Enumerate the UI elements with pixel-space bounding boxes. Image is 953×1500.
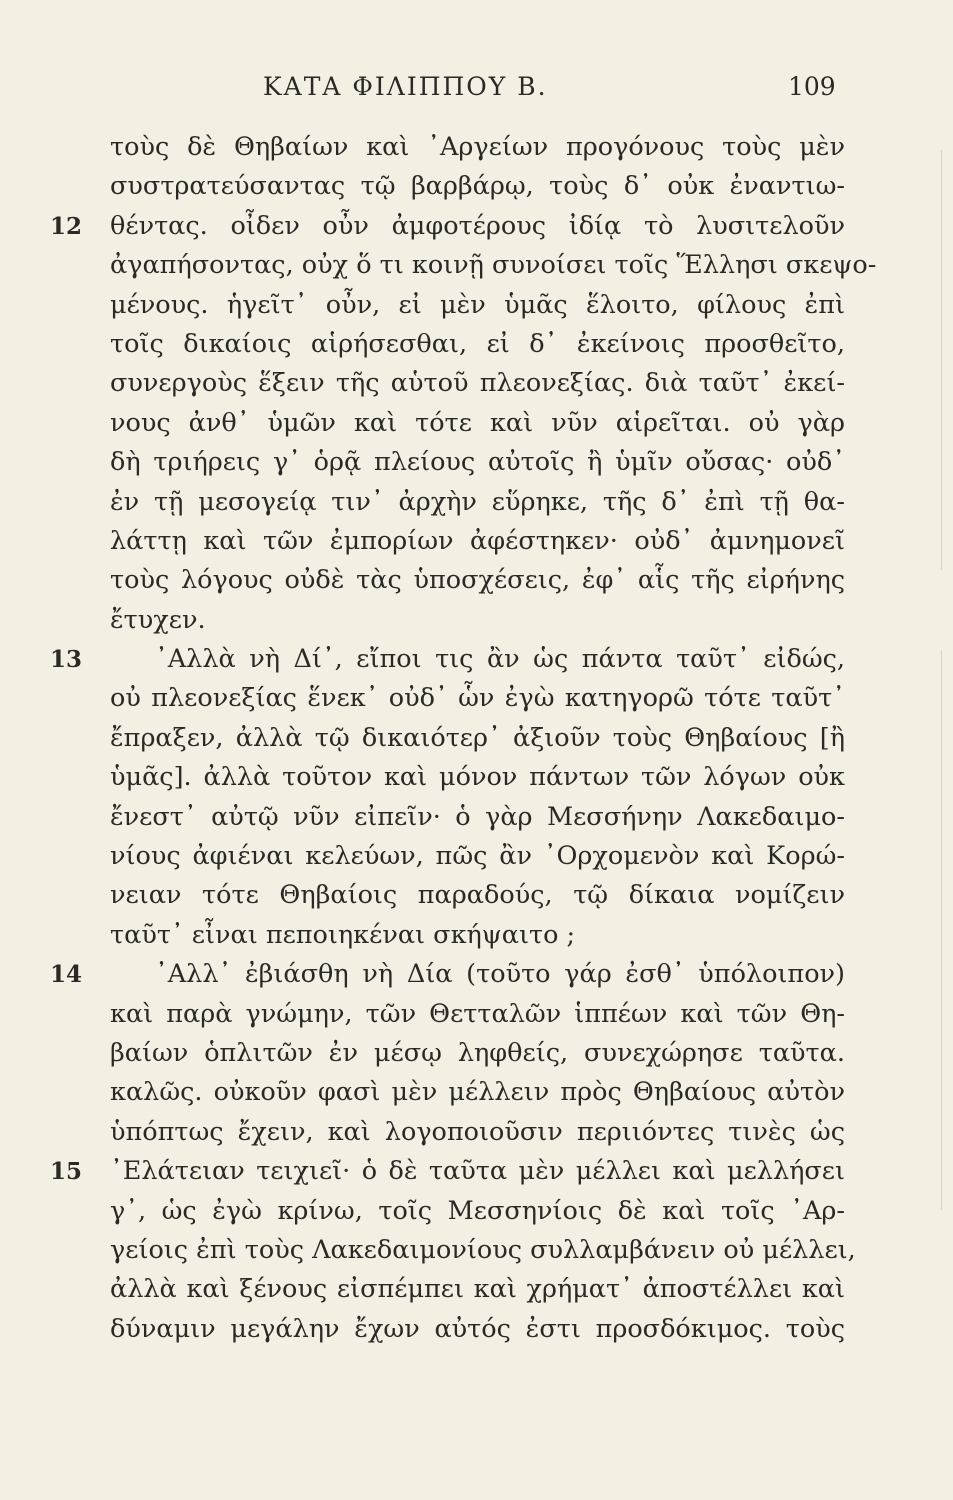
text-line xyxy=(0,167,953,206)
line-text: συστρατεύσαντας τῷ βαρβάρῳ, τοὺς δ᾿ οὐκ ἐναντιω- xyxy=(110,171,845,202)
text-line xyxy=(0,561,953,600)
line-text: ἔνεστ᾿ αὐτῷ νῦν εἰπεῖν· ὁ γὰρ Μεσσήνην Λακεδαιμο- xyxy=(110,801,845,832)
body-text xyxy=(0,128,953,1349)
section-number: 13 xyxy=(50,646,83,674)
line-text: γείοις ἐπὶ τοὺς Λακεδαιμονίους συλλαμβάνειν οὐ μέλλει, xyxy=(110,1234,856,1265)
line-text: ἀγαπήσοντας, οὐχ ὅ τι κοινῇ συνοίσει τοῖς Ἕλλησι σκεψο- xyxy=(110,250,877,281)
section-number: 15 xyxy=(50,1158,83,1186)
page-edge-shadow xyxy=(941,650,942,1210)
section-number: 14 xyxy=(50,961,83,989)
line-text: ᾿Αλλὰ νὴ Δί᾿, εἴποι τις ἂν ὡς πάντα ταῦτ᾿ εἰδώς, xyxy=(155,644,845,675)
line-text: λάττῃ καὶ τῶν ἐμπορίων ἀφέστηκεν· οὐδ᾿ ἀμνημονεῖ xyxy=(110,525,845,556)
text-line xyxy=(0,1152,953,1191)
page-number: 109 xyxy=(788,72,836,101)
line-text: οὐ πλεονεξίας ἕνεκ᾿ οὐδ᾿ ὧν ἐγὼ κατηγορῶ τότε ταῦτ᾿ xyxy=(110,683,845,714)
text-line xyxy=(0,876,953,915)
text-line xyxy=(0,1270,953,1309)
line-text: βαίων ὁπλιτῶν ἐν μέσῳ ληφθείς, συνεχώρησε ταῦτα. xyxy=(110,1037,845,1068)
line-text: νειαν τότε Θηβαίοις παραδούς, τῷ δίκαια νομίζειν xyxy=(110,880,845,911)
running-head xyxy=(0,72,953,112)
text-line xyxy=(0,286,953,325)
line-text: νους ἀνθ᾿ ὑμῶν καὶ τότε καὶ νῦν αἱρεῖται. οὐ γὰρ xyxy=(110,407,845,438)
line-text: ἔπραξεν, ἀλλὰ τῷ δικαιότερ᾿ ἀξιοῦν τοὺς Θηβαίους [ἢ xyxy=(110,722,845,753)
line-text: ἀλλὰ καὶ ξένους εἰσπέμπει καὶ χρήματ᾿ ἀποστέλλει καὶ xyxy=(110,1274,845,1305)
text-line xyxy=(0,1113,953,1152)
line-text: ὑπόπτως ἔχειν, καὶ λογοποιοῦσιν περιιόντες τινὲς ὡς xyxy=(110,1116,845,1147)
line-text: δύναμιν μεγάλην ἔχων αὐτός ἐστι προσδόκιμος. τοὺς xyxy=(110,1313,845,1344)
text-line xyxy=(0,1192,953,1231)
line-text: ἔτυχεν. xyxy=(110,604,206,635)
text-line xyxy=(0,995,953,1034)
text-line xyxy=(0,955,953,994)
line-text: δὴ τριήρεις γ᾿ ὁρᾷ πλείους αὐτοῖς ἢ ὑμῖν οὔσας· οὐδ᾿ xyxy=(110,447,845,478)
text-line xyxy=(0,798,953,837)
line-text: τοὺς δὲ Θηβαίων καὶ ᾿Αργείων προγόνους τοὺς μὲν xyxy=(110,132,845,162)
line-text: ᾿Ελάτειαν τειχιεῖ· ὁ δὲ ταῦτα μὲν μέλλει καὶ μελλήσει xyxy=(110,1156,845,1187)
text-line xyxy=(0,443,953,482)
text-line xyxy=(0,640,953,679)
line-text: νίους ἀφιέναι κελεύων, πῶς ἂν ᾿Ορχομενὸν καὶ Κορώ- xyxy=(110,841,845,872)
text-line xyxy=(0,758,953,797)
line-text: καὶ παρὰ γνώμην, τῶν Θετταλῶν ἱππέων καὶ τῶν Θη- xyxy=(110,998,845,1029)
line-text: θέντας. οἶδεν οὖν ἀμφοτέρους ἰδίᾳ τὸ λυσιτελοῦν xyxy=(110,210,845,241)
text-line xyxy=(0,601,953,640)
text-line xyxy=(0,1310,953,1349)
line-text: ᾿Αλλ᾿ ἐβιάσθη νὴ Δία (τοῦτο γάρ ἐσθ᾿ ὑπόλοιπον) xyxy=(155,959,845,990)
section-number: 12 xyxy=(50,212,83,240)
line-text: καλῶς. οὐκοῦν φασὶ μὲν μέλλειν πρὸς Θηβαίους αὐτὸν xyxy=(110,1077,845,1108)
text-line xyxy=(0,679,953,718)
text-line xyxy=(0,522,953,561)
running-head-title: ΚΑΤΑ ΦΙΛΙΠΠΟΥ Β. xyxy=(263,72,548,101)
text-line xyxy=(0,483,953,522)
text-line xyxy=(0,246,953,285)
text-line xyxy=(0,364,953,403)
line-text: ὑμᾶς]. ἀλλὰ τοῦτον καὶ μόνον πάντων τῶν λόγων οὐκ xyxy=(110,762,845,793)
text-line xyxy=(0,916,953,955)
line-text: τοὺς λόγους οὐδὲ τὰς ὑποσχέσεις, ἐφ᾿ αἷς τῆς εἰρήνης xyxy=(110,565,845,596)
text-line xyxy=(0,1073,953,1112)
line-text: τοῖς δικαίοις αἱρήσεσθαι, εἰ δ᾿ ἐκείνοις προσθεῖτο, xyxy=(110,328,845,359)
text-line xyxy=(0,207,953,246)
text-line xyxy=(0,1231,953,1270)
text-line xyxy=(0,128,953,167)
line-text: μένους. ἡγεῖτ᾿ οὖν, εἰ μὲν ὑμᾶς ἕλοιτο, φίλους ἐπὶ xyxy=(110,289,845,320)
text-line xyxy=(0,404,953,443)
line-text: ἐν τῇ μεσογείᾳ τιν᾿ ἀρχὴν εὕρηκε, τῆς δ᾿ ἐπὶ τῇ θα- xyxy=(110,486,845,517)
text-line xyxy=(0,837,953,876)
page-edge-shadow xyxy=(941,150,942,570)
line-text: γ᾿, ὡς ἐγὼ κρίνω, τοῖς Μεσσηνίοις δὲ καὶ τοῖς ᾿Αρ- xyxy=(110,1195,845,1226)
text-line xyxy=(0,719,953,758)
text-line xyxy=(0,325,953,364)
line-text: συνεργοὺς ἕξειν τῆς αὑτοῦ πλεονεξίας. διὰ ταῦτ᾿ ἐκεί- xyxy=(110,368,845,399)
line-text: ταῦτ᾿ εἶναι πεποιηκέναι σκήψαιτο ; xyxy=(110,919,576,950)
text-line xyxy=(0,1034,953,1073)
